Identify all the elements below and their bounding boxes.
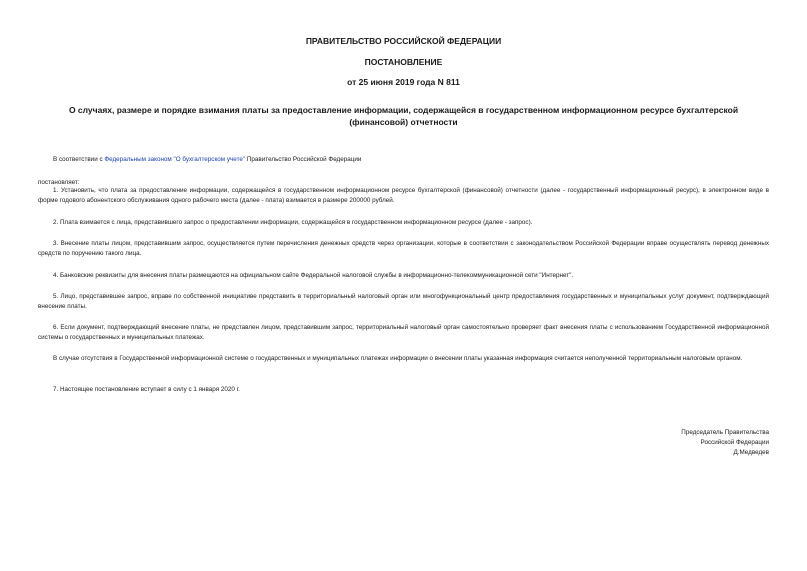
paragraph-7: 7. Настоящее постановление вступает в силу с 1 января 2020 г. — [53, 386, 240, 393]
federal-law-link[interactable]: Федеральным законом "О бухгалтерском учете" — [104, 156, 246, 163]
paragraph-1: 1. Установить, что плата за предоставление информации, содержащейся в государственном информационном ресурсе бухгалтерской (финансовой) отчетности (далее - государственный информационный ресурс), в электронном виде в форме годового абонентского обслуживания одного рабочего места (далее - плата) взимается в размере 200000 рублей. — [38, 187, 769, 204]
signatory-name: Д.Медведев — [733, 449, 769, 456]
paragraph-6: 6. Если документ, подтверждающий внесение платы, не представлен лицом, представившим запрос, территориальный налоговый орган самостоятельно проверяет факт внесения платы с использованием Государственной информационной системы о государственных и муниципальных платежах. — [38, 324, 769, 341]
preamble — [38, 155, 769, 165]
document-type: ПОСТАНОВЛЕНИЕ — [364, 57, 443, 67]
paragraph-5: 5. Лицо, представившее запрос, вправе по собственной инициативе представить в территориальный налоговый орган или многофункциональный центр предоставления государственных и муниципальных услуг документ, подтверждающий внесение платы. — [38, 293, 769, 310]
signatory-position-line2: Российской Федерации — [700, 439, 769, 446]
preamble-text-end: Правительство Российской Федерации — [245, 156, 362, 163]
document-date-number: от 25 июня 2019 года N 811 — [347, 77, 460, 87]
preamble-text-start: В соответствии с — [53, 156, 105, 163]
signatory-position-line1: Председатель Правительства — [681, 429, 769, 436]
document-title: О случаях, размере и порядке взимания платы за предоставление информации, содержащейся в государственном информационном ресурсе бухгалтерской (финансовой) отчетности — [68, 105, 739, 127]
paragraph-3: 3. Внесение платы лицом, представившим запрос, осуществляется путем перечисления денежных средств через организации, которые в соответствии с законодательством Российской Федерации вправе осуществлять перевод денежных средств по поручению такого лица. — [38, 240, 769, 257]
paragraph-6-continued: В случае отсутствия в Государственной информационной системе о государственных и муниципальных платежах информации о внесении платы указанная информация считается неполученной территориальным налоговым органом. — [53, 355, 743, 362]
signature-block — [569, 428, 769, 458]
paragraph-2: 2. Плата взимается с лица, представившего запрос о предоставлении информации, содержащейся в государственном информационном ресурсе (далее - запрос). — [53, 219, 533, 226]
decides-text: постановляет: — [38, 179, 80, 186]
issuing-authority: ПРАВИТЕЛЬСТВО РОССИЙСКОЙ ФЕДЕРАЦИИ — [305, 36, 502, 46]
paragraph-4: 4. Банковские реквизиты для внесения платы размещаются на официальном сайте Федеральной налоговой службы в информационно-телекоммуникационной сети "Интернет". — [53, 272, 574, 279]
